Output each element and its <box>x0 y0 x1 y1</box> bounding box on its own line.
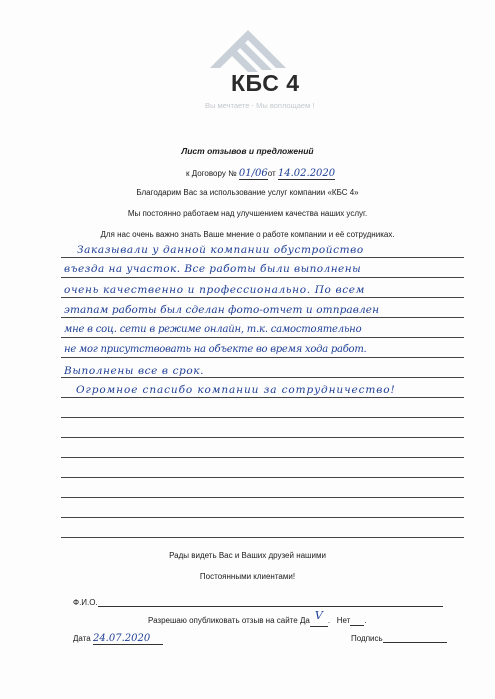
writing-line <box>61 457 464 458</box>
date-label: Дата <box>73 634 91 643</box>
fio-field[interactable] <box>98 606 443 607</box>
publish-no-label: Нет <box>336 616 351 625</box>
closing-line-2: Постоянными клиентами! <box>199 572 296 581</box>
company-logo-text: КБС 4 <box>231 70 300 96</box>
form-title: Лист отзывов и предложений <box>181 146 314 156</box>
signature-row <box>351 634 447 643</box>
writing-line <box>61 317 464 318</box>
contract-row <box>186 168 335 180</box>
writing-line <box>61 357 464 358</box>
review-line: Огромное спасибо компании за сотрудничество! <box>76 384 396 396</box>
writing-line <box>61 417 464 418</box>
writing-line <box>61 537 464 538</box>
publish-yes-field[interactable] <box>310 609 328 627</box>
writing-line <box>61 437 464 438</box>
review-line: мне в соц. сети в режиме онлайн, т.к. самостоятельно <box>64 324 362 335</box>
writing-line <box>61 257 464 258</box>
writing-line <box>61 377 464 378</box>
publish-text: Разрешаю опубликовать отзыв на сайте <box>148 616 298 625</box>
improvement-text: Мы постоянно работаем над улучшением качества наших услуг. <box>127 209 368 218</box>
publish-yes-label: Да <box>299 616 310 625</box>
fio-label: Ф.И.О. <box>73 598 98 607</box>
writing-line <box>61 297 464 298</box>
closing-line-1: Рады видеть Вас и Ваших друзей нашими <box>169 551 326 560</box>
contract-prefix: к Договору № <box>186 169 237 178</box>
publish-no-field[interactable] <box>350 616 364 626</box>
writing-line <box>61 497 464 498</box>
contract-date-field[interactable]: 14.02.2020 <box>277 168 336 179</box>
review-line: Заказывали у данной компании обустройство <box>77 244 364 256</box>
thanks-text: Благодарим Вас за использование услуг компании «КБС 4» <box>136 188 359 197</box>
date-field[interactable]: 24.07.2020 <box>93 633 163 645</box>
writing-line <box>61 277 464 278</box>
signature-field[interactable] <box>383 642 447 643</box>
opinion-text: Для нас очень важно знать Ваше мнение о работе компании и её сотрудниках. <box>100 230 395 239</box>
publish-permission-row: Разрешаю опубликовать отзыв на сайте Да V . Нет . <box>148 609 367 625</box>
review-line: очень качественно и профессионально. По всем <box>64 284 365 296</box>
review-line: этапам работы был сделан фото-отчет и отправлен <box>64 304 380 316</box>
writing-line <box>61 337 464 338</box>
writing-line <box>61 397 464 398</box>
review-line: въезда на участок. Все работы были выполнены <box>64 263 362 275</box>
contract-date-label: от <box>267 169 276 178</box>
checkmark-icon: V <box>314 609 323 622</box>
review-line: не мог присутствовать на объекте во время хода работ. <box>64 344 367 355</box>
contract-number-field[interactable]: 01/06 <box>238 168 268 179</box>
writing-line <box>61 517 464 518</box>
date-row <box>73 633 163 645</box>
writing-line <box>61 477 464 478</box>
review-line: Выполнены все в срок. <box>64 365 205 377</box>
company-slogan: Вы мечтаете - Мы воплощаем ! <box>205 101 315 110</box>
signature-label: Подпись <box>351 634 383 643</box>
